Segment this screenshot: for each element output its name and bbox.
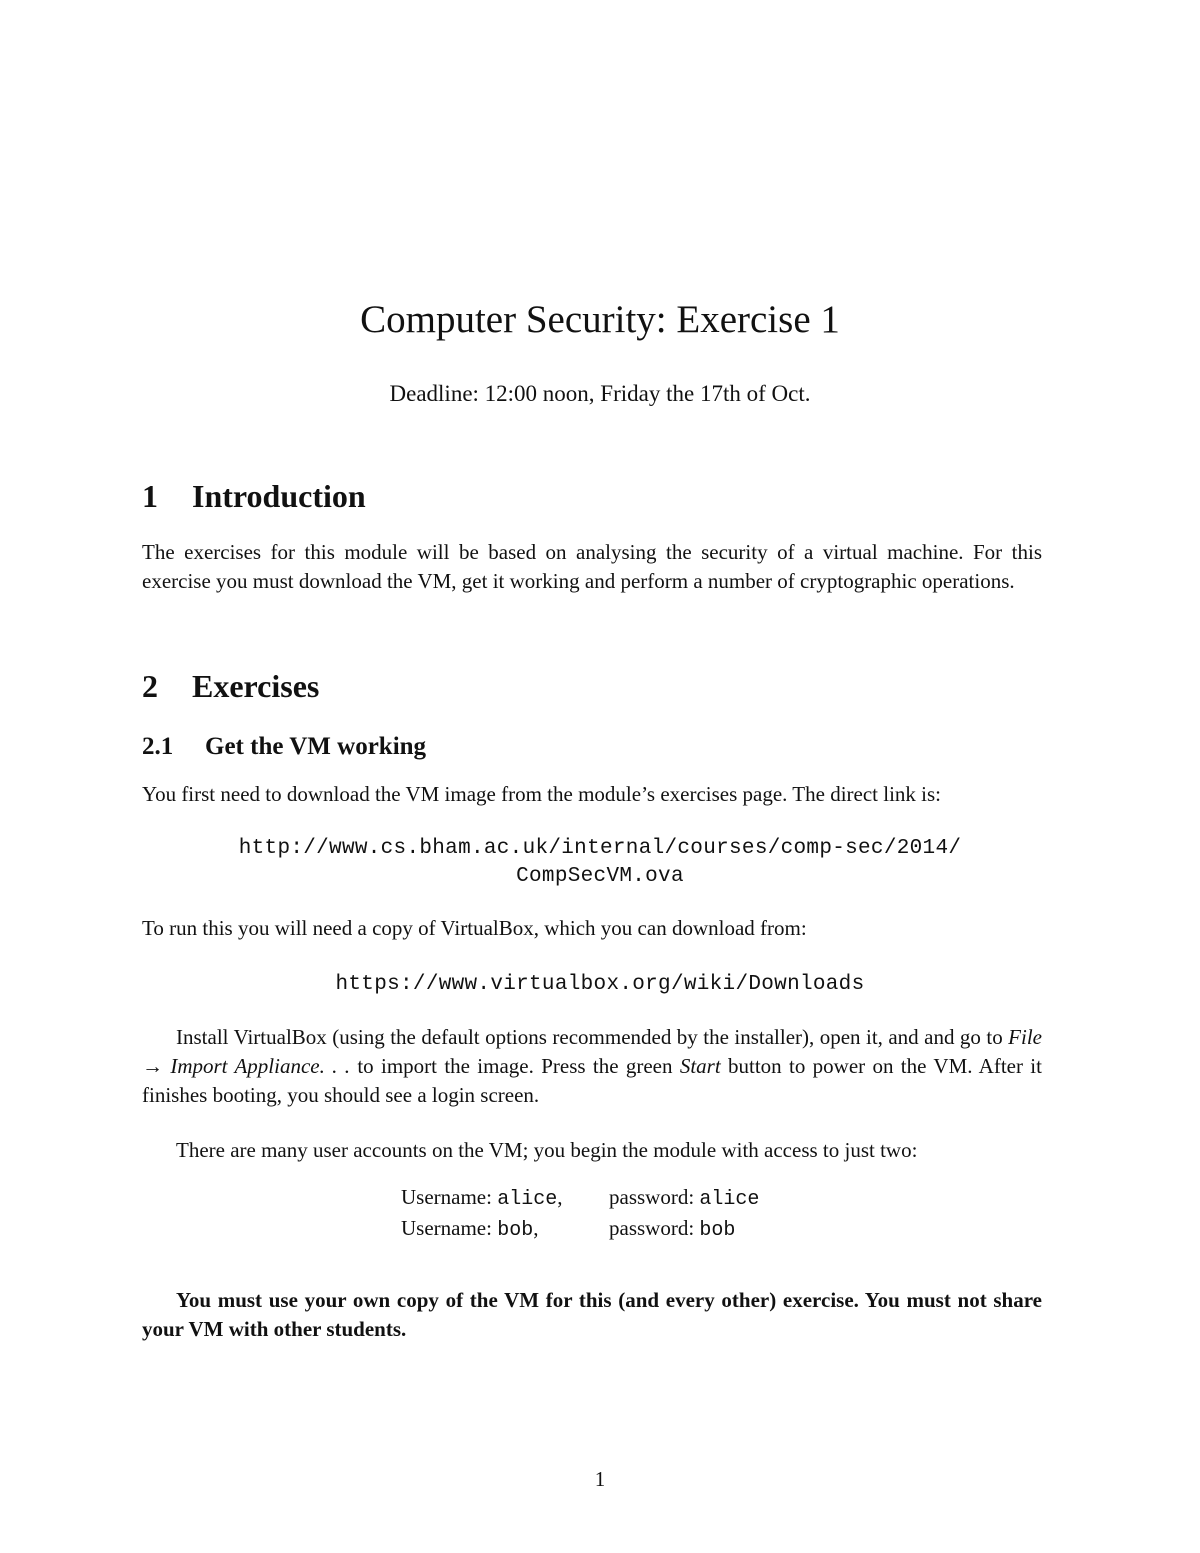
- accounts-intro-paragraph: There are many user accounts on the VM; you begin the module with access to just two:: [176, 1138, 918, 1162]
- subsection-number: 2.1: [142, 733, 174, 760]
- password-value: bob: [699, 1219, 736, 1242]
- credentials-row: [401, 1214, 759, 1245]
- section-heading-exercises: [142, 666, 319, 706]
- install-text-part2: to import the image. Press the green: [350, 1054, 680, 1078]
- menu-path: File → Import Appliance. . .: [142, 1025, 1042, 1078]
- password-cell: [609, 1214, 759, 1245]
- separator: ,: [557, 1185, 563, 1209]
- section-title: Exercises: [192, 668, 320, 704]
- subsection-title: Get the VM working: [205, 733, 427, 760]
- section-number: 1: [142, 478, 158, 514]
- introduction-paragraph: The exercises for this module will be based on analysing the security of a virtual machine. For this exercise you must download the VM, get it working and perform a number of cryptographic operations.: [142, 540, 1042, 593]
- deadline: Deadline: 12:00 noon, Friday the 17th of Oct.: [389, 381, 811, 406]
- virtualbox-url[interactable]: https://www.virtualbox.org/wiki/Downloads: [335, 973, 865, 996]
- subsection-heading: [142, 731, 426, 763]
- username-cell: [401, 1183, 609, 1214]
- password-label: password:: [609, 1216, 700, 1240]
- password-label: password:: [609, 1185, 700, 1209]
- username-value: alice: [497, 1188, 558, 1211]
- username-label: Username:: [401, 1185, 498, 1209]
- section-title: Introduction: [192, 478, 366, 514]
- credentials-row: [401, 1183, 759, 1214]
- vm-url-line-2[interactable]: CompSecVM.ova: [516, 865, 684, 888]
- install-paragraph: [142, 1023, 1042, 1110]
- page-number: 1: [594, 1467, 606, 1491]
- start-button-label: Start: [679, 1054, 721, 1078]
- vm-url-line-1[interactable]: http://www.cs.bham.ac.uk/internal/courses/comp-sec/2014/: [238, 837, 962, 860]
- username-value: bob: [497, 1219, 534, 1242]
- install-text-part3: button to power on the VM. After it finishes booting, you should see a login screen.: [142, 1054, 1042, 1107]
- section-heading-introduction: [142, 476, 366, 516]
- password-value: alice: [699, 1188, 760, 1211]
- install-text-part1: Install VirtualBox (using the default options recommended by the installer), open it, and and go to: [176, 1025, 1009, 1049]
- warning-paragraph: You must use your own copy of the VM for this (and every other) exercise. You must not share your VM with other students.: [142, 1288, 1042, 1341]
- credentials-table: [401, 1183, 759, 1245]
- document-title: Computer Security: Exercise 1: [360, 298, 840, 341]
- virtualbox-intro-paragraph: To run this you will need a copy of VirtualBox, which you can download from:: [142, 916, 807, 940]
- password-cell: [609, 1183, 759, 1214]
- section-number: 2: [142, 668, 158, 704]
- username-cell: [401, 1214, 609, 1245]
- download-intro-paragraph: You first need to download the VM image from the module’s exercises page. The direct link is:: [142, 782, 942, 806]
- separator: ,: [533, 1216, 539, 1240]
- username-label: Username:: [401, 1216, 498, 1240]
